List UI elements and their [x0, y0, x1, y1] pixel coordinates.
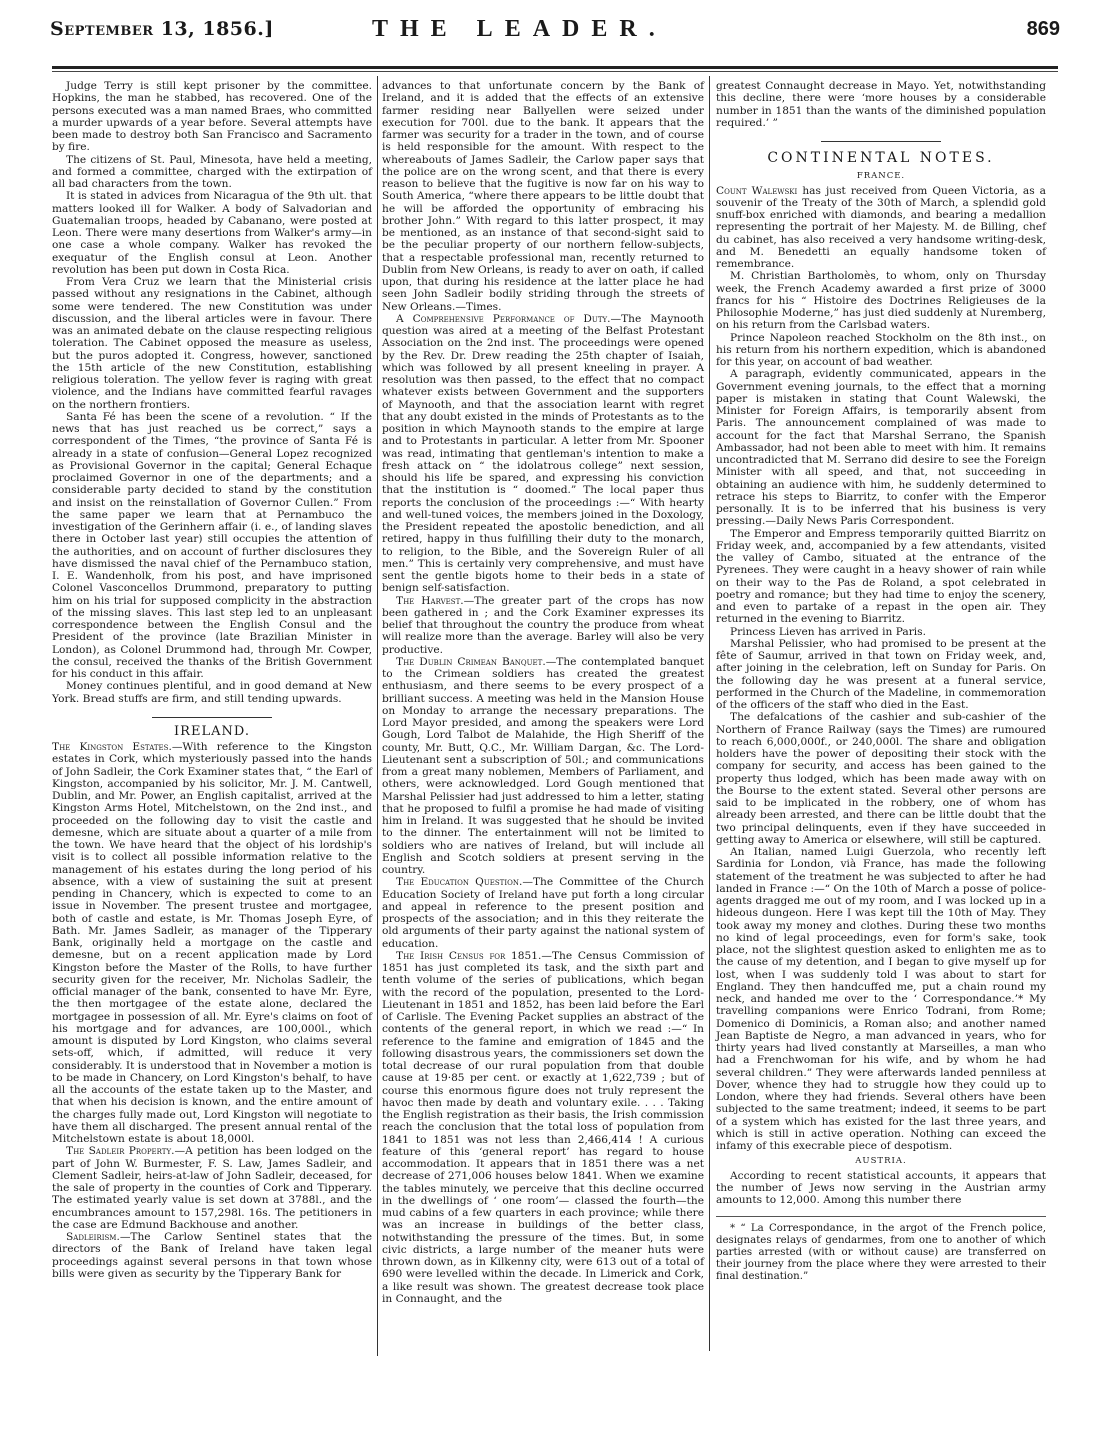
- article-paragraph: Judge Terry is still kept prisoner by the committee. Hopkins, the man he stabbed, has recovered. One of the persons executed was a man named Braes, who committed a murder upwards of a year before. Several attempts have been made to destroy both San Francisco and Sacramento by fire.: [52, 80, 372, 154]
- article-lead: The Sadleir Property.: [66, 1145, 175, 1158]
- subheading-france: FRANCE.: [856, 171, 906, 182]
- section-heading-continental-notes: CONTINENTAL NOTES.: [767, 150, 995, 166]
- article-lead: Sadleirism.: [66, 1231, 120, 1243]
- section-divider: [152, 717, 272, 718]
- article-lead: A Comprehensive Performance of Duty.: [396, 312, 611, 325]
- masthead: [50, 16, 1060, 46]
- issue-date: September 13, 1856.]: [50, 18, 274, 40]
- header-rule-thin: [52, 71, 1058, 72]
- section-divider: [821, 141, 941, 142]
- article-paragraph: Marshal Pelissier, who had promised to be present at the fête of Saumur, arrived in that town on Friday week, and, after joining in the celebration, left on Sunday for Paris. On the following day he was present at a funeral service, performed in the Church of the Madeline, in commemoration of the officers of the staff who died in the East.: [716, 637, 1046, 711]
- article-paragraph: Princess Lieven has arrived in Paris.: [730, 625, 926, 638]
- article-paragraph: Santa Fé has been the scene of a revolution. “ If the news that has just reached us be correct,” says a correspondent of the Times, “the province of Santa Fé is already in a state of confusion—General Lopez recognized as Provisional Governor in the capital; General Echaque proclaimed Governor in one of the departments; and a considerable party decided to stand by the constitution and insist on the reinstallation of Governor Cullen.” From the same paper we learn that at Pernambuco the investigation of the Gerinhern affair (i. e., of landing slaves there in October last year) still occupies the attention of the authorities, and on account of further disclosures they have dismissed the naval chief of the Pernambuco station, I. E. Wandenholk, from his post, and have imprisoned Colonel Vasconcellos Drummond, preparatory to putting him on his trial for supposed complicity in the abstraction of the missing slaves. This last step led to an unpleasant correspondence between the English Consul and the President of the province (late Brazilian Minister in London), as Colonel Drummond had, through Mr. Cowper, the consul, received the thanks of the British Government for his conduct in this affair.: [52, 410, 372, 680]
- article-paragraph: Sadleirism.—The Carlow Sentinel states that the directors of the Bank of Ireland have taken legal proceedings against several persons in that town whose bills were given as security by the Tipperary Bank for: [52, 1231, 372, 1280]
- article-paragraph: The Sadleir Property.—A petition has been lodged on the part of John W. Burmester, F. S. Law, James Sadleir, and Clement Sadleir, heirs-at-law of John Sadleir, deceased, for the sale of property in the counties of Cork and Tipperary. The estimated yearly value is set down at 3788l., and the encumbrances amount to 157,298l. 16s. The petitioners in the case are Edmund Backhouse and another.: [52, 1145, 373, 1231]
- article-paragraph: From Vera Cruz we learn that the Ministerial crisis passed without any resignations in the Cabinet, although some were tendered. The new Constitution was under discussion, and the liberal articles were in favour. There was an animated debate on the clause respecting religious toleration. The Cabinet opposed the measure as useless, but the puros adopted it. Congress, however, sanctioned the 15th article of the new Constitution, establishing religious toleration. The yellow fever is raging with great violence, and the Indians have committed fearful ravages on the northern frontiers.: [52, 276, 372, 411]
- article-paragraph: M. Christian Bartholomès, to whom, only on Thursday week, the French Academy awarded a first prize of 3000 francs for his “ Histoire des Doctrines Religieuses de la Philosophie Moderne,” has just died suddenly at Nuremberg, on his return from the Carlsbad waters.: [716, 270, 1046, 332]
- article-paragraph: The Kingston Estates.—With reference to the Kingston estates in Cork, which mysteriously passed into the hands of John Sadleir, the Cork Examiner states that, “ the Earl of Kingston, accompanied by his solicitor, Mr. J. M. Cantwell, Dublin, and Mr. Power, an English capitalist, arrived at the Kingston Arms Hotel, Mitchelstown, on the 2nd inst., and proceeded on the following day to visit the castle and demesne, which are situate about a quarter of a mile from the town. We have heard that the object of his lordship's visit is to collect all possible information relative to the management of his estates during the long period of his absence, with a view of sustaining the suit at present pending in Chancery, which is expected to come to an issue in November. The present trustee and mortgagee, both of castle and estate, is Mr. Thomas Joseph Eyre, of Bath. Mr. James Sadleir, as manager of the Tipperary Bank, originally held a mortgage on the castle and demesne, but on a recent application made by Lord Kingston before the Master of the Rolls, to have further security given for the receiver, Mr. Nicholas Sadleir, the official manager of the bank, consented to have Mr. Eyre, the then mortgagee of the estate alone, declared the mortgagee in possession of all. Mr. Eyre's claims on foot of his mortgage and for advances, are 100,000l., which amount is disputed by Lord Kingston, who claims several sets-off, which, if admitted, will reduce it very considerably. It is understood that in November a motion is to be made in Chancery, on Lord Kingston's behalf, to have all the accounts of the estate taken up to the Master, and that when his decision is known, and the entire amount of the charges fully made out, Lord Kingston will negotiate to have them all discharged. The present annual rental of the Mitchelstown estate is about 18,000l.: [52, 741, 372, 1145]
- article-paragraph: The Harvest.—The greater part of the crops has now been gathered in ; and the Cork Examiner expresses its belief that throughout the country the produce from wheat will realize more than the average. Barley will also be very productive.: [382, 594, 704, 656]
- article-lead: The Harvest.: [396, 594, 464, 607]
- column-1: [52, 80, 372, 1280]
- article-paragraph: The defalcations of the cashier and sub-cashier of the Northern of France Railway (says the Times) are rumoured to reach 6,000,000f., or 240,000l. The share and obligation holders have the power of depositing their stock with the company for security, and access has been gained to the property thus lodged, which has been made away with on the Bourse to the extent stated. Several other persons are said to be implicated in the robbery, one of whom has already been arrested, and there can be little doubt that the two principal delinquents, even if they have succeeded in getting away to America or elsewhere, will still be captured.: [716, 711, 1046, 846]
- section-heading-ireland: IRELAND.: [174, 723, 250, 739]
- article-lead: The Education Question.: [396, 876, 523, 889]
- footnote: * “ La Correspondance, in the argot of the French police, designates relays of gendarmes, from one to another of which parties arrested (with or without cause) are transferred on their journey from the place where they were arrested to their final destination.”: [716, 1223, 1046, 1283]
- article-paragraph: Money continues plentiful, and in good demand at New York. Bread stuffs are firm, and still tending upwards.: [52, 680, 372, 705]
- article-paragraph: According to recent statistical accounts, it appears that the number of Jews now serving in the Austrian army amounts to 12,000. Among this number there: [716, 1169, 1046, 1206]
- article-paragraph: An Italian, named Luigi Guerzola, who recently left Sardinia for London, vià France, has made the following statement of the treatment he was subjected to after he had landed in France :—“ On the 10th of March a posse of police-agents dragged me out of my room, and I was locked up in a hideous dungeon. Here I was kept till the 10th of May. They took away my money and clothes. During these two months no kind of legal proceedings, even for form's sake, took place, not the slightest question asked to enlighten me as to the cause of my detention, and I began to give myself up for lost, when I was suddenly told I was about to start for England. They then handcuffed me, put a chain round my neck, and handed me over to the ‘ Correspondance.’* My travelling companions were Enrico Todrani, from Rome; Domenico di Dominicis, a Roman also; and another named Jean Baptiste de Negro, a man advanced in years, who for thirty years had lived constantly at Marseilles, a man who had a Frenchwoman for his wife, and by whom he had several children.” They were afterwards landed penniless at Dover, whence they had to struggle how they could up to London, where they had friends. Several others have been subjected to the same treatment; indeed, it seems to be part of a system which has existed for the last three years, and which is still in active operation. Nothing can exceed the infamy of this execrable piece of despotism.: [716, 846, 1046, 1152]
- article-lead: The Irish Census for 1851.: [396, 949, 542, 962]
- column-3: [716, 80, 1046, 1283]
- article-paragraph: The Emperor and Empress temporarily quitted Biarritz on Friday week, and, accompanied by a few attendants, visited the valley of Cambo, situated at the entrance of the Pyrenees. They were caught in a heavy shower of rain while on their way to the Pas de Roland, a spot celebrated in poetry and romance; but they had time to enjoy the scenery, and even to partake of a repast in the open air. They returned in the evening to Biarritz.: [716, 527, 1046, 626]
- article-lead: The Dublin Crimean Banquet.: [396, 655, 546, 668]
- article-paragraph: The citizens of St. Paul, Minesota, have held a meeting, and formed a committee, charged with the extirpation of all bad characters from the town.: [52, 153, 372, 190]
- article-paragraph: Count Walewski has just received from Queen Victoria, as a souvenir of the Treaty of the 30th of March, a splendid gold snuff-box enriched with diamonds, and bearing a medallion representing the portrait of her Majesty. M. de Billing, chef du cabinet, has also received a very handsome writing-desk, and M. Benedetti an equally handsome token of remembrance.: [716, 184, 1047, 270]
- footnote-divider: [716, 1216, 1046, 1217]
- article-paragraph: advances to that unfortunate concern by the Bank of Ireland, and it is added that the effects of an extensive farmer residing near Ballyellen were seized under execution for 700l. due to the bank. It appears that the farmer was security for a trader in the town, and of course is held responsible for the amount. With respect to the whereabouts of James Sadleir, the Carlow paper says that the police are on the wrong scent, and that there is every reason to believe that the fugitive is now far on his way to South America, “where there appears to be little doubt that he will be afforded the opportunity of embracing his brother John.” With regard to this latter prospect, it may be mentioned, as an instance of that second-sight said to be the peculiar property of our northern fellow-subjects, that a respectable professional man, recently returned to Dublin from New Orleans, is ready to aver on oath, if called upon, that during his residence at the latter place he had seen John Sadleir bodily striding through the streets of New Orleans.—Times.: [382, 80, 704, 313]
- article-paragraph: The Education Question.—The Committee of the Church Education Society of Ireland have put forth a long circular and appeal in reference to the present position and prospects of the association; and in this they reiterate the old arguments of their party against the national system of education.: [382, 876, 704, 950]
- column-divider: [709, 76, 710, 1351]
- article-paragraph: A Comprehensive Performance of Duty.—The Maynooth question was aired at a meeting of the Belfast Protestant Association on the 2nd inst. The proceedings were opened by the Rev. Dr. Drew reading the 25th chapter of Isaiah, which was followed by all present kneeling in prayer. A resolution was then passed, to the effect that no compact whatever exists between Government and the supporters of Maynooth, and that the association learnt with regret that any doubt existed in the minds of Protestants as to the position in which Maynooth stands to the empire at large and to Protestants in particular. A letter from Mr. Spooner was read, intimating that gentleman's intention to make a fresh attack on “ the idolatrous college” next session, should his life be spared, and expressing his conviction that the institution is “ doomed.” The local paper thus reports the conclusion of the proceedings :—“ With hearty and well-tuned voices, the members joined in the Doxology, the President repeated the apostolic benediction, and all retired, happy in thus fulfilling their duty to the monarch, to religion, to the Bible, and the Sovereign Ruler of all men.” This is certainly very comprehensive, and must have sent the gentle bigots home to their beds in a state of benign self-satisfaction.: [382, 312, 704, 595]
- article-lead: The Kingston Estates.: [52, 741, 172, 753]
- page-number: 869: [1026, 18, 1060, 40]
- article-paragraph: It is stated in advices from Nicaragua of the 9th ult. that matters looked ill for Walker. A body of Salvadorian and Guatemalian troops, headed by Cabanano, were posted at Leon. There were many desertions from Walker's army—in one case a whole company. Walker has revoked the exequatur of the English consul at Leon. Another revolution has been put down in Costa Rica.: [52, 190, 372, 276]
- newspaper-title: THE LEADER.: [372, 16, 667, 42]
- column-2: [382, 80, 704, 1305]
- column-divider: [377, 76, 378, 1356]
- article-paragraph: A paragraph, evidently communicated, appears in the Government evening journals, to the effect that a morning paper is mistaken in stating that Count Walewski, the Minister for Foreign Affairs, is temporarily absent from Paris. The announcement complained of was made to account for the fact that Marshal Serrano, the Spanish Ambassador, had not been able to meet with him. It remains uncontradicted that M. Serrano did desire to see the Foreign Minister with all speed, and that, not succeeding in obtaining an audience with him, he suddenly determined to retrace his steps to Biarritz, to confer with the Emperor personally. It is to be inferred that his business is very pressing.—Daily News Paris Correspondent.: [716, 368, 1046, 528]
- article-paragraph: The Irish Census for 1851.—The Census Commission of 1851 has just completed its task, and the sixth part and tenth volume of the series of publications, which began with the record of the population, presented to the Lord-Lieutenant in 1851 and 1852, has been laid before the Earl of Carlisle. The Evening Packet supplies an abstract of the contents of the general report, in which we read :—“ In reference to the famine and emigration of 1845 and the following disastrous years, the commissioners set down the total decrease of our rural population from that double cause at 19·85 per cent. or exactly at 1,622,739 ; but of course this enormous figure does not truly represent the havoc then made by death and voluntary exile. . . . Taking the English registration as their basis, the Irish commission reach the conclusion that the total loss of population from 1841 to 1851 was not less than 2,466,414 ! A curious feature of this ‘general report’ has regard to house accommodation. It appears that in 1851 there was a net decrease of 271,006 houses below 1841. When we examine the tables minutely, we perceive that this decline occurred in the dwellings of ‘ one room’— classed the fourth—the mud cabins of a few quarters in each province; while there was an increase in buildings of the better class, notwithstanding the pressure of the times. But, in some civic districts, a large number of the meaner huts were thrown down, as in Kilkenny city, were 613 out of a total of 690 were levelled within the decade. In Limerick and Cork, a like result was shown. The greatest decrease took place in Connaught, and the: [382, 949, 704, 1305]
- article-lead: Count Walewski: [716, 184, 798, 197]
- article-paragraph: Prince Napoleon reached Stockholm on the 8th inst., on his return from his northern expedition, which is abandoned for this year, on account of bad weather.: [716, 331, 1046, 368]
- subheading-austria: AUSTRIA.: [855, 1156, 907, 1167]
- article-paragraph: greatest Connaught decrease in Mayo. Yet, notwithstanding this decline, there were ‘more houses by a considerable number in 1851 than the wants of the diminished population required.’ ”: [716, 80, 1046, 129]
- article-paragraph: The Dublin Crimean Banquet.—The contemplated banquet to the Crimean soldiers has created the greatest enthusiasm, and there seems to be every prospect of a brilliant success. A meeting was held in the Mansion House on Monday to arrange the necessary preparations. The Lord Mayor presided, and among the speakers were Lord Gough, Lord Talbot de Malahide, the High Sheriff of the county, Mr. Butt, Q.C., Mr. William Dargan, &c. The Lord-Lieutenant sent a subscription of 50l.; and communications from a great many noblemen, Members of Parliament, and others, were acknowledged. Lord Gough mentioned that Marshal Pelissier had just addressed to him a letter, stating that he proposed to fulfil a promise he had made of visiting him in Ireland. It was suggested that he should be invited to the dinner. The entertainment will not be limited to soldiers who are natives of Ireland, but will include all English and Scotch soldiers at present serving in the country.: [382, 655, 704, 876]
- header-rule: [52, 66, 1058, 69]
